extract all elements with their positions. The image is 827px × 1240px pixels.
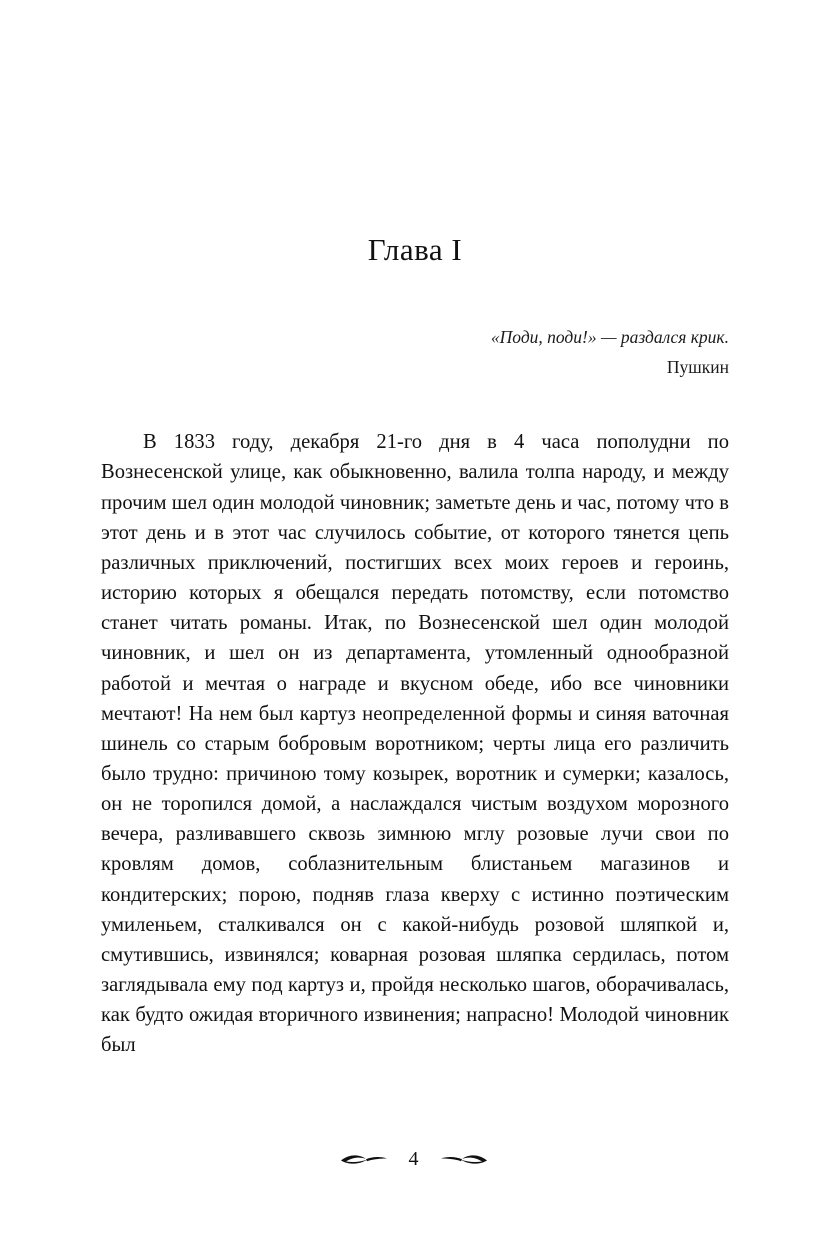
chapter-title: Глава I	[367, 232, 463, 267]
page-content	[101, 0, 729, 1081]
page-footer	[0, 1148, 827, 1171]
flourish-left-icon	[339, 1151, 391, 1169]
body-paragraph: В 1833 году, декабря 21-го дня в 4 часа пополудни по Вознесенской улице, как обыкновенно, валила толпа народу, и между прочим шел один молодой чиновник; заметьте день и час, потому что в этот день и в этот час случилось событие, от которого тянется цепь различных приключений, постигших всех моих героев и героинь, историю которых я обещался передать потомству, если потомство станет читать романы. Итак, по Вознесенской шел один молодой чиновник, и шел он из департамента, утомленный однообразной работой и мечтая о награде и вкусном обеде, ибо все чиновники мечтают! На нем был картуз неопределенной формы и синяя ваточная шинель со старым бобровым воротником; черты лица его различить было трудно: причиною тому козырек, воротник и сумерки; казалось, он не торопился домой, а наслаждался чистым воздухом морозного вечера, разливавшего сквозь зимнюю мглу розовые лучи свои по кровлям домов, соблазнительным блистаньем магазинов и кондитерских; порою, подняв глаза кверху с истинно поэтическим умиленьем, сталкивался он с какой-нибудь розовой шляпкой и, смутившись, извинялся; коварная розовая шляпка сердилась, потом заглядывала ему под картуз и, пройдя несколько шагов, оборачивалась, как будто ожидая вторичного извинения; напрасно! Молодой чиновник был	[101, 431, 729, 1057]
page-number: 4	[408, 1148, 419, 1170]
flourish-right-icon	[437, 1151, 489, 1169]
epigraph-source: Пушкин	[666, 356, 729, 377]
epigraph-quote: «Поди, поди!» — раздался крик.	[490, 327, 729, 347]
epigraph	[101, 324, 729, 381]
